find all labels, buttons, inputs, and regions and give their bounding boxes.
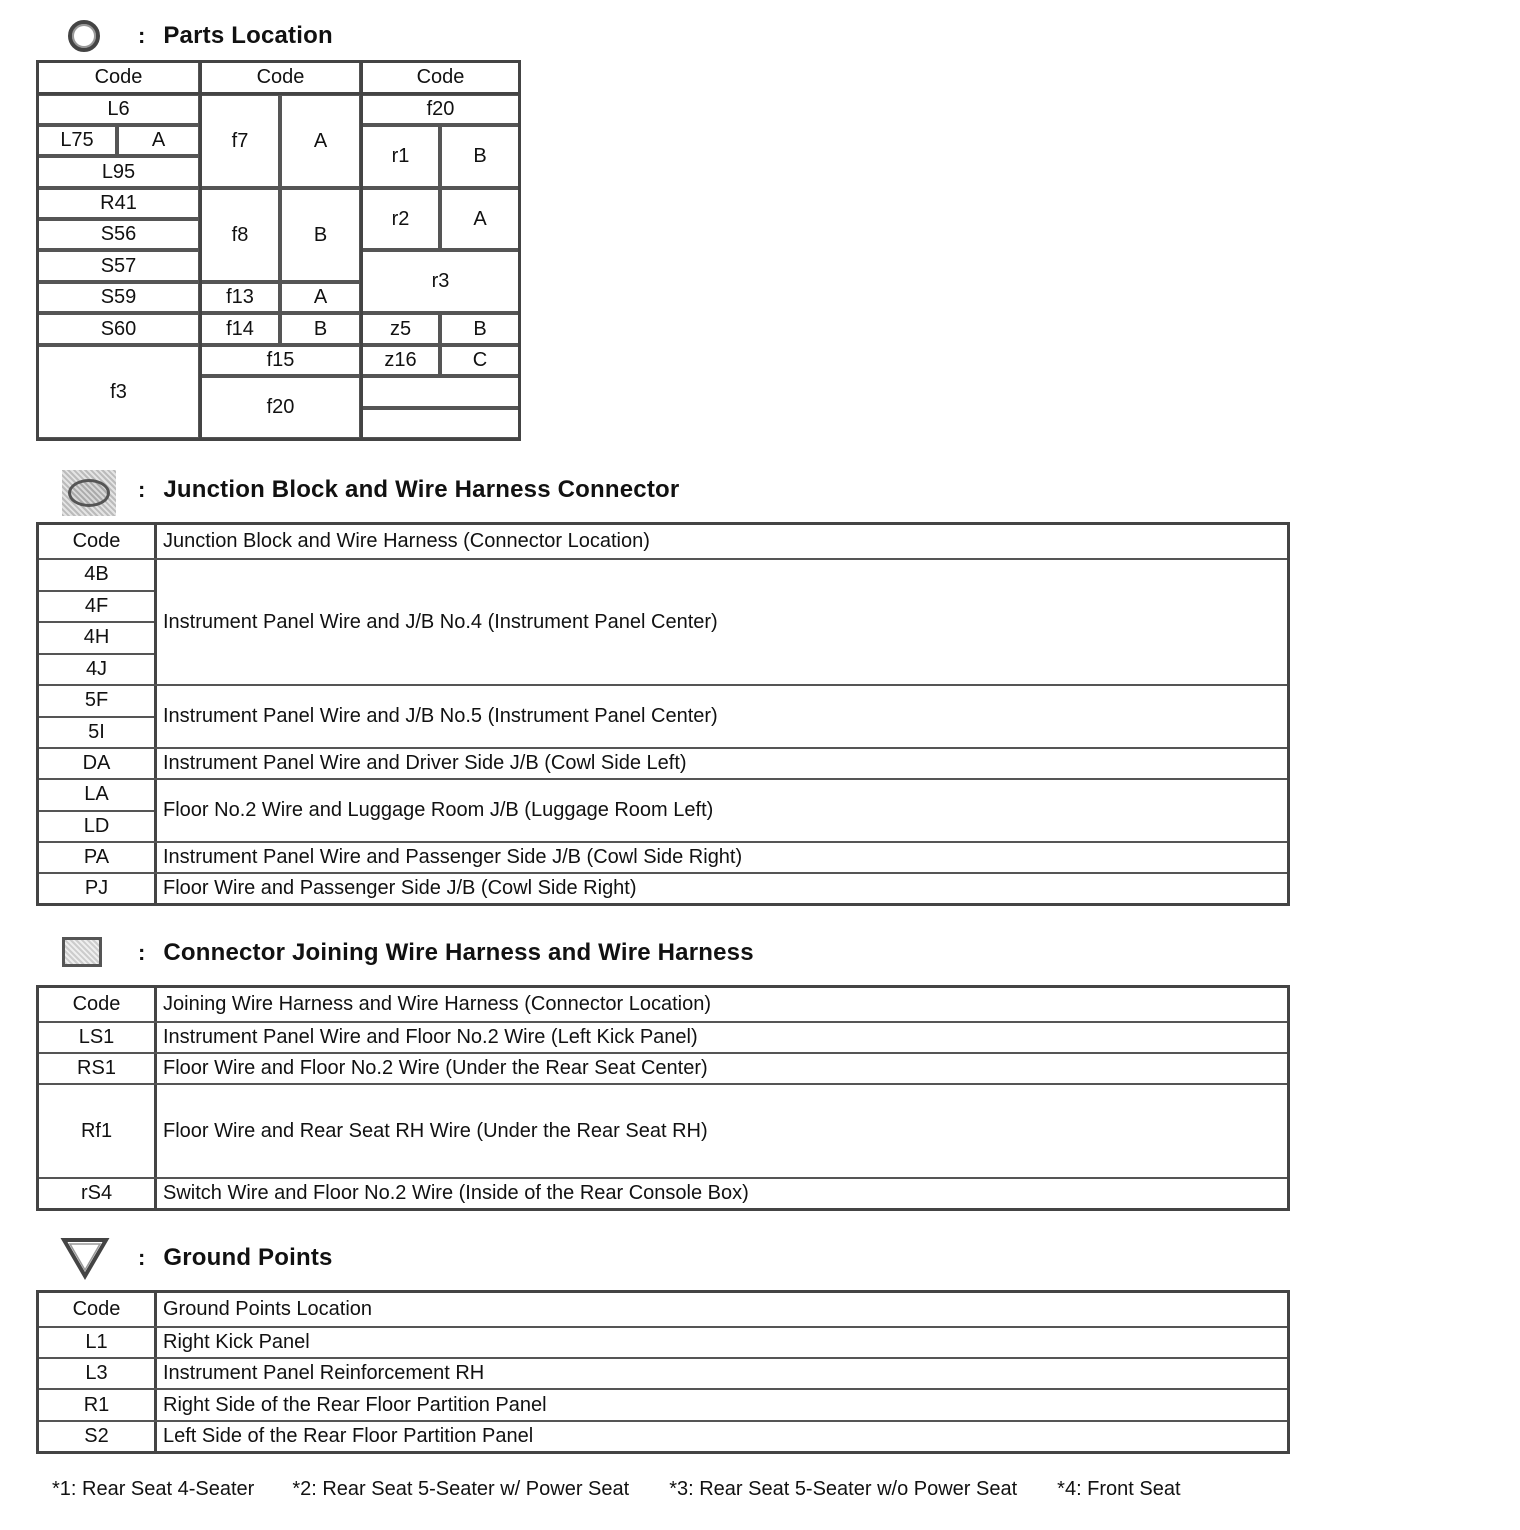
ground-points-heading [60,1238,333,1278]
table-cell: A [440,188,520,250]
ground-points-table [36,1290,1290,1454]
table-cell: r1 [361,125,440,188]
table-cell: r3 [361,250,520,313]
section-title: Junction Block and Wire Harness Connector [163,476,680,503]
code-cell: L1 [85,1331,108,1353]
section-title: Ground Points [163,1244,333,1271]
table-row [39,1357,1287,1388]
shaded-oval-icon [60,470,110,510]
code-cell: 4B [84,563,109,586]
heading-colon: : [138,23,146,48]
connector-joining-table [36,985,1290,1211]
table-row [39,1021,1287,1052]
table-cell: f8 [200,188,280,282]
table-header: Code [72,1298,121,1320]
table-cell: S60 [37,313,200,345]
parts-location-heading [60,16,333,56]
table-header: Code [37,61,200,94]
ground-triangle-icon [60,1238,110,1278]
footnote: *2: Rear Seat 5-Seater w/ Power Seat [292,1478,630,1500]
footnote: *4: Front Seat [1057,1478,1181,1500]
table-cell-empty [361,376,520,408]
table-cell: B [440,313,520,345]
table-cell: f15 [200,345,361,376]
table-row [39,558,1287,684]
code-cell: 4J [39,653,154,685]
table-cell: A [117,125,200,156]
table-cell: B [440,125,520,188]
table-row [39,1177,1287,1208]
table-cell: L95 [37,156,200,188]
junction-block-table [36,522,1290,906]
table-cell: R41 [37,188,200,219]
table-cell: B [280,188,361,282]
code-cell: 5I [39,716,154,748]
description-cell: Instrument Panel Wire and Driver Side J/B (Cowl Side Left) [163,752,687,774]
table-header: Code [72,993,121,1015]
description-cell: Right Kick Panel [163,1331,310,1353]
table-cell: S56 [37,219,200,250]
table-cell: f3 [37,345,200,439]
table-cell: S57 [37,250,200,282]
description-cell: Instrument Panel Wire and J/B No.4 (Instrument Panel Center) [163,610,718,633]
table-cell: S59 [37,282,200,313]
table-header: Junction Block and Wire Harness (Connector Location) [163,530,650,552]
table-cell: r2 [361,188,440,250]
table-cell: f13 [200,282,280,313]
table-row [39,1420,1287,1451]
description-cell: Instrument Panel Wire and Passenger Side J/B (Cowl Side Right) [163,846,743,868]
heading-colon: : [138,940,146,965]
code-cell: PJ [84,877,109,899]
table-header: Code [361,61,520,94]
table-header-row [39,988,1287,1021]
description-cell: Switch Wire and Floor No.2 Wire (Inside of the Rear Console Box) [163,1182,749,1204]
footnote: *3: Rear Seat 5-Seater w/o Power Seat [669,1478,1018,1500]
code-cell: R1 [83,1393,110,1416]
table-cell-empty [361,408,520,439]
table-header-row [39,1293,1287,1326]
junction-block-heading [60,470,679,510]
table-cell: z16 [361,345,440,376]
table-cell: A [280,282,361,313]
table-cell: B [280,313,361,345]
code-cell: LD [39,810,154,842]
description-cell: Instrument Panel Wire and J/B No.5 (Instrument Panel Center) [163,705,718,727]
table-cell: f14 [200,313,280,345]
code-cell: Rf1 [80,1119,113,1142]
description-cell: Instrument Panel Wire and Floor No.2 Wire (Left Kick Panel) [163,1026,698,1048]
table-cell: f7 [200,94,280,188]
table-row [39,841,1287,872]
description-cell: Floor Wire and Rear Seat RH Wire (Under the Rear Seat RH) [163,1119,708,1142]
table-cell: L6 [37,94,200,125]
code-cell: rS4 [80,1182,113,1204]
table-header: Code [72,530,121,552]
table-row [39,1388,1287,1420]
heading-colon: : [138,1245,146,1270]
code-cell: LS1 [78,1026,115,1048]
circle-icon [60,16,110,56]
table-cell: A [280,94,361,188]
code-cell: S2 [84,1425,109,1447]
table-row [39,1326,1287,1357]
table-cell: f20 [200,376,361,439]
description-cell: Instrument Panel Reinforcement RH [163,1362,485,1384]
table-cell: C [440,345,520,376]
table-row [39,684,1287,747]
table-header: Ground Points Location [163,1298,373,1320]
code-cell: DA [82,752,111,774]
description-cell: Left Side of the Rear Floor Partition Panel [163,1425,534,1447]
code-cell: 5F [84,689,109,712]
section-title: Connector Joining Wire Harness and Wire Harness [163,939,754,966]
table-cell: z5 [361,313,440,345]
table-cell: f20 [361,94,520,125]
table-row [39,872,1287,903]
table-header: Joining Wire Harness and Wire Harness (Connector Location) [163,993,712,1015]
table-header: Code [200,61,361,94]
heading-colon: : [138,477,146,502]
code-cell: PA [83,846,110,868]
connector-joining-heading [60,933,754,973]
code-cell: 4F [39,590,154,622]
description-cell: Floor Wire and Floor No.2 Wire (Under the Rear Seat Center) [163,1057,708,1079]
table-cell: L75 [37,125,117,156]
code-cell: 4H [39,621,154,653]
code-cell: RS1 [77,1057,116,1079]
rectangle-icon [60,933,110,973]
table-row [39,747,1287,778]
table-row [39,1052,1287,1083]
footnotes [52,1478,1312,1501]
section-title: Parts Location [163,22,333,49]
table-row [39,1083,1287,1177]
code-cell: LA [84,783,109,806]
description-cell: Floor Wire and Passenger Side J/B (Cowl Side Right) [163,877,637,899]
description-cell: Floor No.2 Wire and Luggage Room J/B (Luggage Room Left) [163,799,714,821]
table-header-row [39,525,1287,558]
code-cell: L3 [85,1362,108,1384]
description-cell: Right Side of the Rear Floor Partition Panel [163,1393,547,1416]
footnote: *1: Rear Seat 4-Seater [52,1478,255,1500]
table-row [39,778,1287,841]
